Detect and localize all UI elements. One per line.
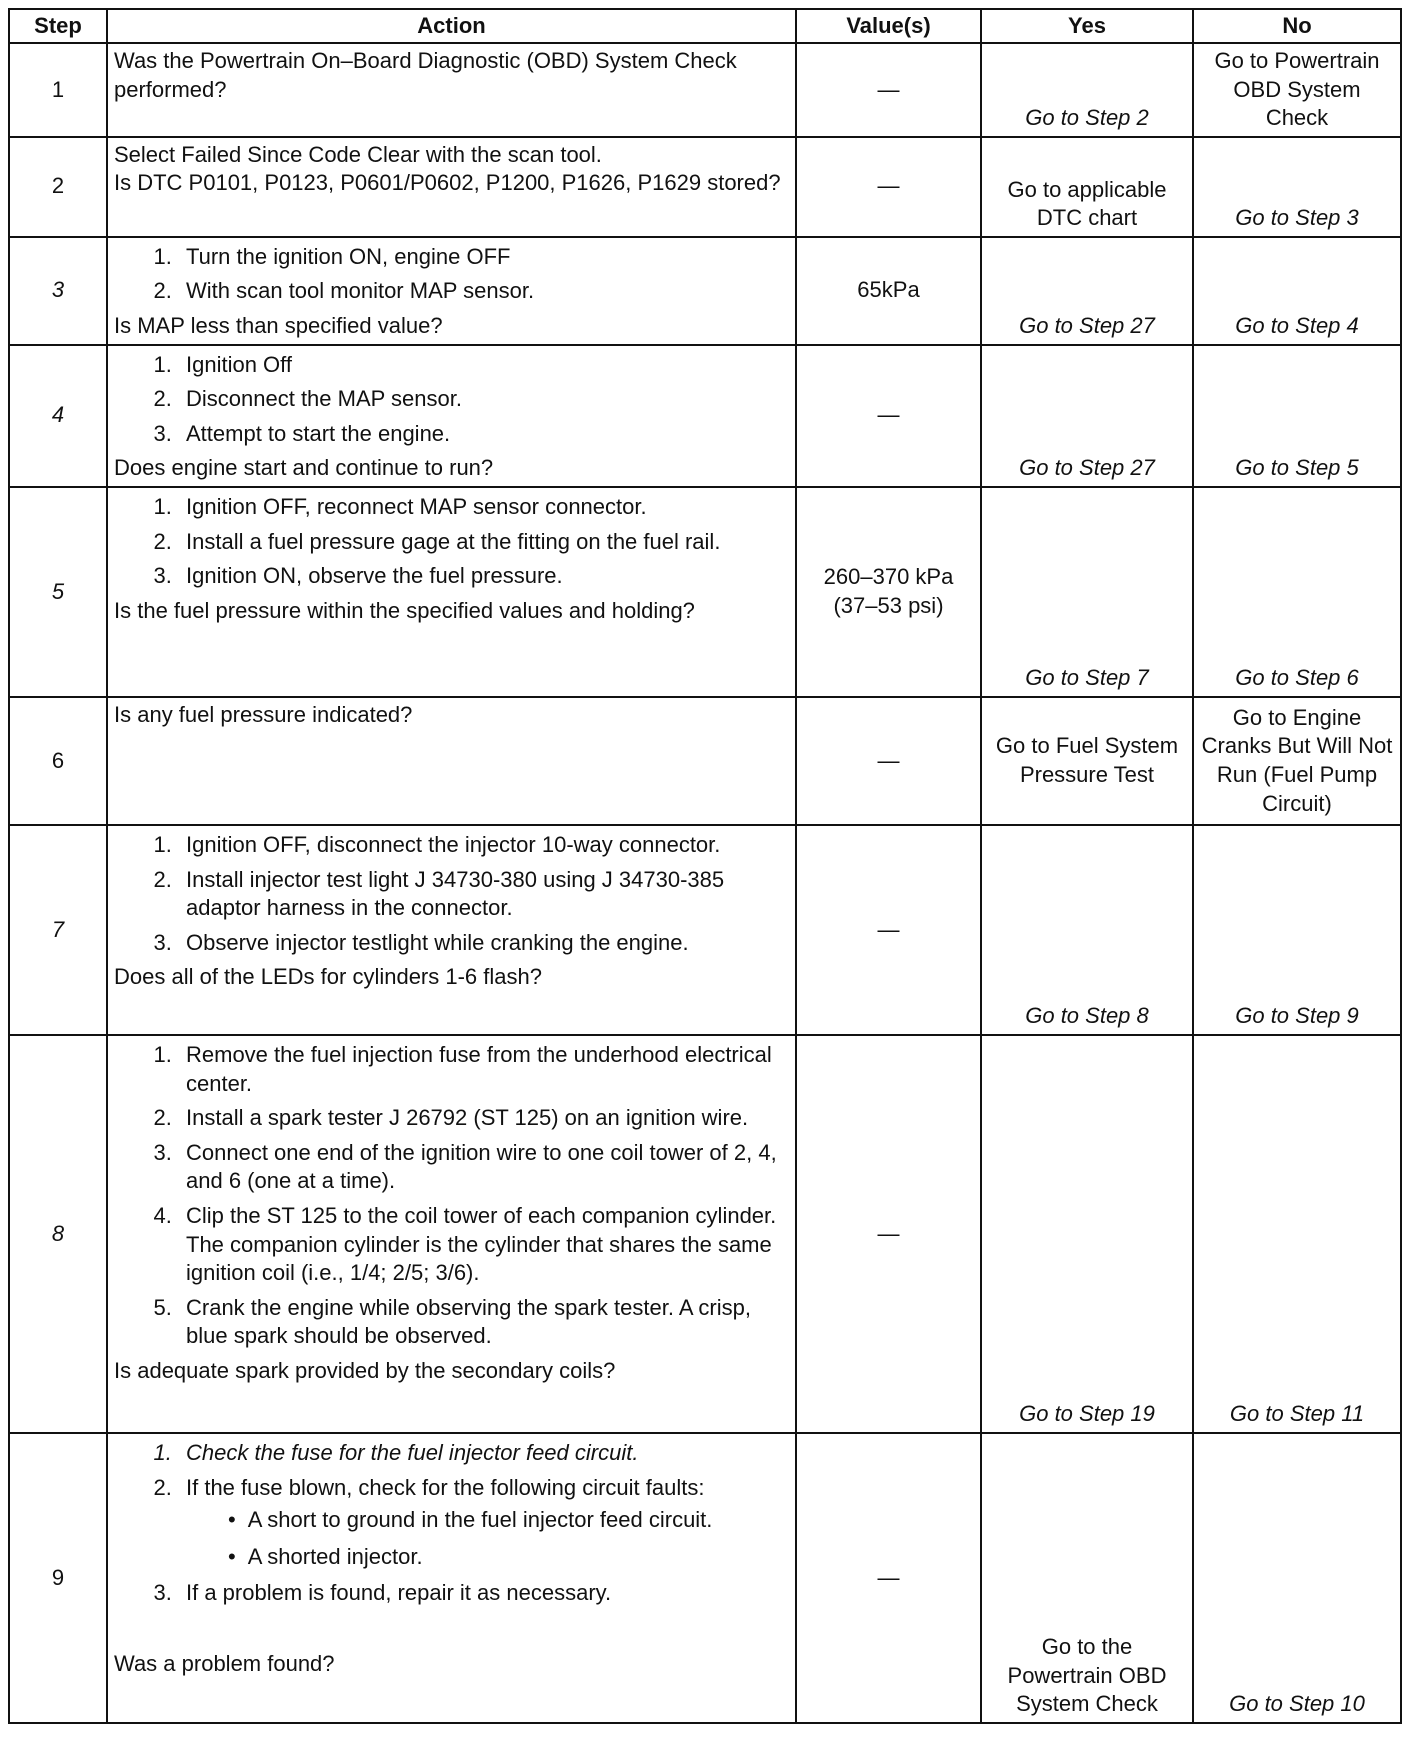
action-step: 2. Disconnect the MAP sensor. bbox=[178, 385, 789, 414]
table-row bbox=[9, 697, 1401, 825]
action-step: 3. If a problem is found, repair it as necessary. bbox=[178, 1579, 789, 1608]
no-cell: Go to Step 6 bbox=[1193, 487, 1401, 697]
header-step: Step bbox=[9, 9, 107, 43]
no-cell: Go to Powertrain OBD System Check bbox=[1193, 43, 1401, 137]
action-step: 2. Install a spark tester J 26792 (ST 125) on an ignition wire. bbox=[178, 1104, 789, 1133]
yes-cell: Go to Step 8 bbox=[981, 825, 1193, 1035]
fault-item: • A short to ground in the fuel injector feed circuit. bbox=[242, 1506, 789, 1535]
table-row bbox=[9, 1035, 1401, 1433]
question: Is the fuel pressure within the specified values and holding? bbox=[114, 597, 695, 623]
header-yes: Yes bbox=[981, 9, 1193, 43]
question: Is MAP less than specified value? bbox=[114, 312, 443, 338]
diagnostic-table bbox=[8, 8, 1402, 1724]
no-cell: Go to Step 3 bbox=[1193, 137, 1401, 237]
action-cell bbox=[107, 1035, 796, 1433]
yes-cell: Go to Fuel System Pressure Test bbox=[981, 697, 1193, 825]
action-step: 1. Ignition OFF, disconnect the injector 10-way connector. bbox=[178, 831, 789, 860]
no-cell: Go to Step 9 bbox=[1193, 825, 1401, 1035]
value-cell: — bbox=[796, 1433, 981, 1723]
action-step: 3. Attempt to start the engine. bbox=[178, 420, 789, 449]
value-cell bbox=[796, 487, 981, 697]
action-steps bbox=[114, 351, 789, 449]
action-cell bbox=[107, 487, 796, 697]
action-step: 1. Ignition OFF, reconnect MAP sensor connector. bbox=[178, 493, 789, 522]
no-cell: Go to Step 11 bbox=[1193, 1035, 1401, 1433]
action-step: 1. Ignition Off bbox=[178, 351, 789, 380]
spacer bbox=[114, 1614, 789, 1650]
yes-cell: Go to Step 19 bbox=[981, 1035, 1193, 1433]
action-step: 5. Crank the engine while observing the spark tester. A crisp, blue spark should be observed. bbox=[178, 1294, 789, 1351]
value-cell: 65kPa bbox=[796, 237, 981, 345]
action-step: 4. Clip the ST 125 to the coil tower of each companion cylinder. The companion cylinder is the cylinder that shares the same ignition coil (i.e., 1/4; 2/5; 3/6). bbox=[178, 1202, 789, 1288]
fault-item: • A shorted injector. bbox=[242, 1543, 789, 1572]
step-number: 6 bbox=[9, 697, 107, 825]
action-steps bbox=[114, 1041, 789, 1351]
header-action: Action bbox=[107, 9, 796, 43]
table-row bbox=[9, 137, 1401, 237]
no-cell: Go to Engine Cranks But Will Not Run (Fuel Pump Circuit) bbox=[1193, 697, 1401, 825]
action-steps bbox=[114, 493, 789, 591]
table-row bbox=[9, 43, 1401, 137]
no-cell: Go to Step 4 bbox=[1193, 237, 1401, 345]
question: Was a problem found? bbox=[114, 1650, 335, 1676]
step-number: 8 bbox=[9, 1035, 107, 1433]
action-cell bbox=[107, 237, 796, 345]
action-step: 3. Ignition ON, observe the fuel pressure. bbox=[178, 562, 789, 591]
action-step-text: If the fuse blown, check for the following circuit faults: bbox=[186, 1474, 705, 1500]
header-row bbox=[9, 9, 1401, 43]
table-row bbox=[9, 825, 1401, 1035]
value-kpa: 260–370 kPa bbox=[823, 564, 954, 590]
step-number: 9 bbox=[9, 1433, 107, 1723]
step-number: 1 bbox=[9, 43, 107, 137]
yes-cell: Go to the Powertrain OBD System Check bbox=[981, 1433, 1193, 1723]
question: Is adequate spark provided by the secondary coils? bbox=[114, 1357, 616, 1383]
action-cell: Is any fuel pressure indicated? bbox=[107, 697, 796, 825]
action-step bbox=[178, 1474, 789, 1572]
no-cell: Go to Step 10 bbox=[1193, 1433, 1401, 1723]
yes-cell: Go to Step 7 bbox=[981, 487, 1193, 697]
step-number: 3 bbox=[9, 237, 107, 345]
action-steps bbox=[114, 1439, 789, 1608]
value-cell: — bbox=[796, 43, 981, 137]
action-step: 1. Turn the ignition ON, engine OFF bbox=[178, 243, 789, 272]
header-no: No bbox=[1193, 9, 1401, 43]
value-psi: (37–53 psi) bbox=[833, 592, 944, 618]
action-step: 2. Install a fuel pressure gage at the fitting on the fuel rail. bbox=[178, 528, 789, 557]
step-number: 5 bbox=[9, 487, 107, 697]
value-cell: — bbox=[796, 1035, 981, 1433]
action-step: 2. Install injector test light J 34730-380 using J 34730-385 adaptor harness in the connector. bbox=[178, 866, 789, 923]
action-step: 2. With scan tool monitor MAP sensor. bbox=[178, 277, 789, 306]
table-row bbox=[9, 237, 1401, 345]
yes-cell: Go to Step 2 bbox=[981, 43, 1193, 137]
step-number: 4 bbox=[9, 345, 107, 487]
table-row bbox=[9, 487, 1401, 697]
value-cell: — bbox=[796, 825, 981, 1035]
action-step: 1. Remove the fuel injection fuse from the underhood electrical center. bbox=[178, 1041, 789, 1098]
yes-cell: Go to Step 27 bbox=[981, 237, 1193, 345]
action-cell bbox=[107, 1433, 796, 1723]
table-row bbox=[9, 345, 1401, 487]
header-values: Value(s) bbox=[796, 9, 981, 43]
action-cell bbox=[107, 137, 796, 237]
value-cell: — bbox=[796, 137, 981, 237]
action-step: 3. Connect one end of the ignition wire to one coil tower of 2, 4, and 6 (one at a time). bbox=[178, 1139, 789, 1196]
yes-cell: Go to Step 27 bbox=[981, 345, 1193, 487]
action-cell bbox=[107, 825, 796, 1035]
question: Is DTC P0101, P0123, P0601/P0602, P1200, P1626, P1629 stored? bbox=[114, 170, 781, 196]
action-step: 3. Observe injector testlight while cranking the engine. bbox=[178, 929, 789, 958]
no-cell: Go to Step 5 bbox=[1193, 345, 1401, 487]
action-steps bbox=[114, 243, 789, 306]
value-cell: — bbox=[796, 345, 981, 487]
step-number: 2 bbox=[9, 137, 107, 237]
action-cell: Was the Powertrain On–Board Diagnostic (OBD) System Check performed? bbox=[107, 43, 796, 137]
yes-cell: Go to applicable DTC chart bbox=[981, 137, 1193, 237]
value-cell: — bbox=[796, 697, 981, 825]
question: Does engine start and continue to run? bbox=[114, 455, 494, 481]
action-steps bbox=[114, 831, 789, 957]
table-row bbox=[9, 1433, 1401, 1723]
action-step: 1. Check the fuse for the fuel injector feed circuit. bbox=[178, 1439, 789, 1468]
step-number: 7 bbox=[9, 825, 107, 1035]
question: Does all of the LEDs for cylinders 1-6 flash? bbox=[114, 964, 542, 990]
action-line: Select Failed Since Code Clear with the scan tool. bbox=[114, 141, 602, 167]
fault-list bbox=[186, 1506, 789, 1571]
action-cell bbox=[107, 345, 796, 487]
